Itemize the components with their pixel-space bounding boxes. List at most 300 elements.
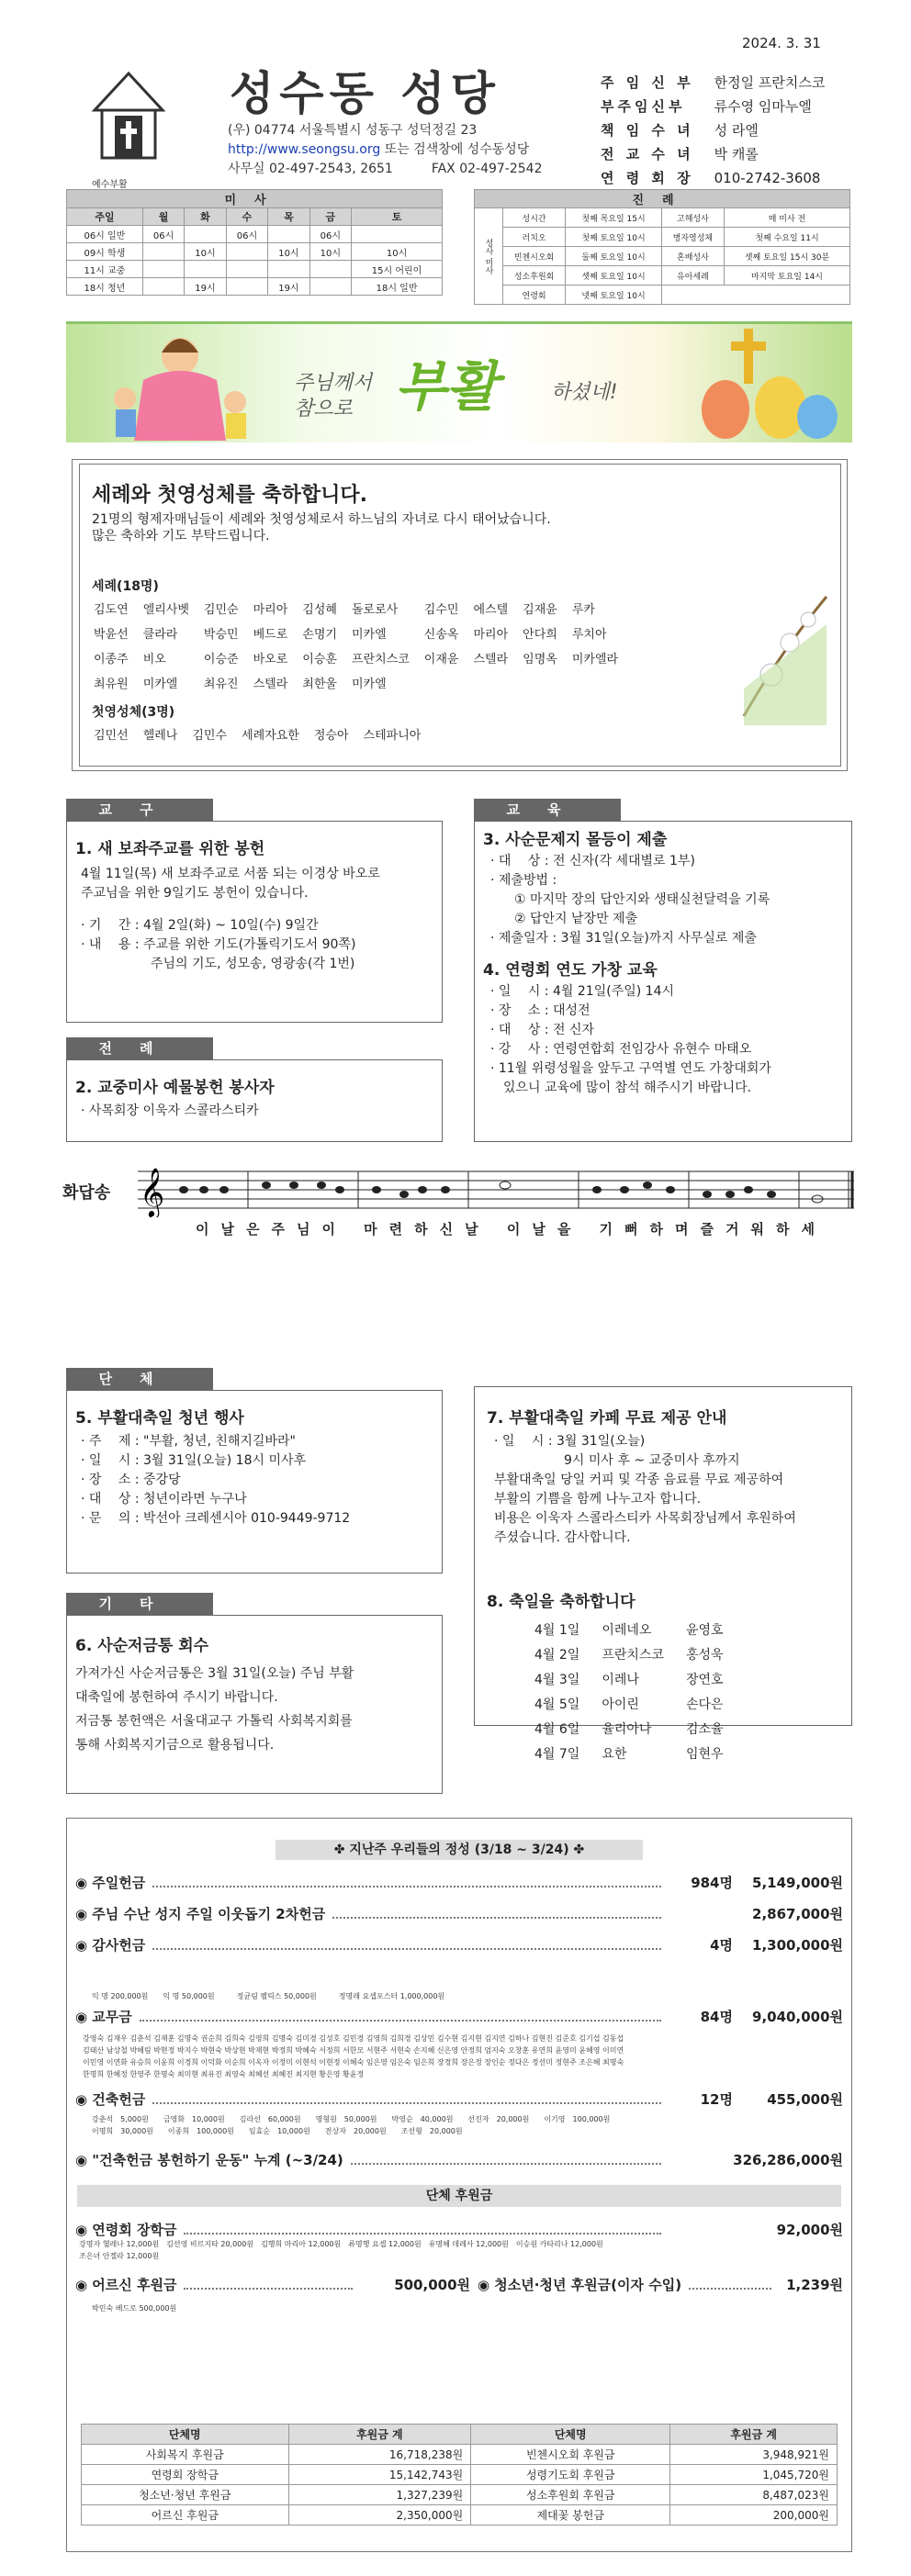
banner-text-3: 하셨네! xyxy=(551,381,618,404)
tab-gita: 기타 xyxy=(66,1593,213,1615)
mass-row xyxy=(67,226,443,243)
cafe-l1: · 일 시 : 3월 31일(오늘) xyxy=(494,1434,646,1449)
sacrament-row xyxy=(475,247,850,266)
website-link[interactable]: http://www.seongsu.org xyxy=(228,142,381,157)
offering-row xyxy=(75,2150,843,2169)
mass-day-header: 주일 xyxy=(67,208,143,226)
baptism-name: 미카엘 xyxy=(142,678,178,691)
mass-day-header: 월 xyxy=(142,208,184,226)
jeollye-line: · 사목회장 이욱자 스콜라스티카 xyxy=(81,1103,259,1118)
banner-text-1b: 참으로 xyxy=(294,398,353,420)
mass-cell xyxy=(309,278,351,296)
youth-fund-label: ◉ 청소년·청년 후원금(이자 수입) xyxy=(478,2277,682,2293)
leader-dots xyxy=(152,2095,661,2104)
address: (우) 04774 서울특별시 성동구 성덕정길 23 xyxy=(228,123,478,138)
fund-table-row xyxy=(82,2465,838,2485)
danche-l4: · 대 상 : 청년이라면 누구나 xyxy=(81,1492,247,1506)
jeollye-section xyxy=(66,1059,443,1142)
leader-dots xyxy=(184,2225,661,2234)
hwadap-label: 화답송 xyxy=(62,1183,111,1203)
page-title: 성수동 성당 xyxy=(230,67,500,120)
staff-row xyxy=(601,119,841,141)
cafe-p1: 부활대축일 당일 커피 및 각종 음료를 무료 제공하여 xyxy=(494,1473,784,1487)
gyoyuk-a2: · 제출방법 : xyxy=(490,873,557,888)
gyomu-detail xyxy=(83,2033,841,2080)
offering-label: ◉ 연령회 장학금 xyxy=(75,2222,177,2238)
staff-role: 책 임 수 녀 xyxy=(601,122,694,139)
cafe-heading: 7. 부활대축일 카페 무료 제공 안내 xyxy=(487,1409,727,1428)
baptism-name: 이승준 xyxy=(203,653,239,666)
feast-row xyxy=(534,1694,744,1717)
gamsa-detail: 익 명 200,000원 익 명 50,000원 정균림 펠릭스 50,000원 정명래 요셉포스터 1,000,000원 xyxy=(92,1992,445,2000)
feast-cell: 이레네오 xyxy=(602,1623,652,1638)
sacrament-row xyxy=(475,286,850,305)
tab-gyoyuk: 교육 xyxy=(474,799,621,821)
baptism-name: 베드로 xyxy=(253,628,288,642)
offering-label: ◉ "건축헌금 봉헌하기 운동" 누계 (~3/24) xyxy=(75,2152,343,2168)
offering-row xyxy=(75,1935,843,1954)
tab-danche: 단체 xyxy=(66,1368,213,1390)
gyogu-l1: · 기 간 : 4월 2일(화) ~ 10일(수) 9일간 xyxy=(81,918,319,933)
youth-fund-row xyxy=(478,2275,843,2294)
baptism-name: 최유진 xyxy=(203,678,239,691)
mass-cell: 06시 xyxy=(309,226,351,243)
hwadap-lyrics: 이날은주님이 마련하신날 이날을 기뻐하며즐거워하세 xyxy=(196,1221,827,1238)
fund-table-row xyxy=(82,2445,838,2465)
baptism-name: 클라라 xyxy=(142,628,178,642)
feast-cell: 손다은 xyxy=(685,1697,724,1712)
adult-detail: 박민숙 베드로 500,000원 xyxy=(92,2304,177,2313)
fund-table-header: 단체명 xyxy=(471,2425,670,2445)
baptism-name-row xyxy=(94,671,631,694)
mass-cell: 10시 xyxy=(309,243,351,261)
baptism-name: 에스텔 xyxy=(473,603,509,617)
fund-table-cell: 성령기도회 후원금 xyxy=(471,2465,670,2485)
feast-cell: 임현우 xyxy=(685,1747,724,1762)
baptism-name: 안다희 xyxy=(523,628,557,642)
cafe-l2: 9시 미사 후 ~ 교중미사 후까지 xyxy=(564,1453,740,1468)
gyomu-detail-1: 강영숙 김재우 김춘석 김재훈 김명숙 권순희 김희숙 김영희 김명숙 김미경 김성호 김민경 김영희 김희경 김상민 김수현 김지현 김지연 김하나 김현진 김준호 김기섭 김동섭 xyxy=(83,2034,624,2043)
gita-p1: 가져가신 사순저금통은 3월 31일(오늘) 주님 부활 xyxy=(75,1666,354,1681)
baptism-name xyxy=(523,671,570,694)
mass-cell: 11시 교중 xyxy=(67,261,143,278)
adult-fund-label: ◉ 어르신 후원금 xyxy=(75,2277,177,2293)
gita-body xyxy=(75,1662,438,1757)
baptism-name: 김성혜 xyxy=(302,603,337,617)
offering-count: 12명 xyxy=(700,2091,733,2108)
offering-row xyxy=(75,1873,843,1892)
mass-day-header: 토 xyxy=(352,208,443,226)
jeollye-heading: 2. 교중미사 예물봉헌 봉사자 xyxy=(75,1079,275,1097)
gyoyuk-a4: ② 답안지 낱장만 제출 xyxy=(514,912,638,926)
yeonryeong-detail-1: 강명자 헬레나 12,000원 김선영 비르지타 20,000원 김행희 마리아 12,000원 류명행 요셉 12,000원 유명혜 데레사 12,000원 이승원 카타리나 12,000원 xyxy=(79,2240,603,2248)
offering-row xyxy=(75,2220,843,2239)
baptism-name: 박윤선 xyxy=(94,628,129,642)
gyoyuk-a5: · 제출일자 : 3월 31일(오늘)까지 사무실로 제출 xyxy=(490,931,757,946)
baptism-name: 김도연 xyxy=(94,603,129,617)
sacrament-row xyxy=(475,228,850,247)
gyoyuk-heading-2: 4. 연령회 연도 가창 교육 xyxy=(483,961,658,980)
staff-name: 한정일 프란치스코 xyxy=(714,74,826,91)
leader-dots xyxy=(332,1910,661,1919)
fund-table-cell: 청소년·청년 후원금 xyxy=(82,2485,289,2505)
mass-cell xyxy=(226,261,267,278)
danche-l2: · 일 시 : 3월 31일(오늘) 18시 미사후 xyxy=(81,1453,307,1468)
feast-table xyxy=(533,1618,746,1768)
gyoyuk-heading-1: 3. 사순문제지 몰등이 제출 xyxy=(483,831,668,849)
fund-table-cell: 8,487,023원 xyxy=(670,2485,838,2505)
baptism-name-row xyxy=(94,646,631,669)
sacrament-time: 넷째 토요일 10시 xyxy=(566,286,662,305)
url-suffix: 또는 검색창에 성수동성당 xyxy=(384,142,530,157)
youth-fund-amount: 1,239원 xyxy=(786,2277,843,2293)
baptism-name: 신송옥 xyxy=(423,628,459,642)
gyoyuk-b1: · 일 시 : 4월 21일(주일) 14시 xyxy=(490,984,674,999)
baptism-name: 바오로 xyxy=(253,653,288,666)
staff-row xyxy=(601,72,841,94)
build-detail-2: 이명희 30,000원 이종희 100,000원 임효순 10,000원 전상자 20,000원 조선형 20,000원 xyxy=(92,2127,463,2135)
mass-cell: 06시 xyxy=(142,226,184,243)
staff-name: 류수영 임마누엘 xyxy=(714,98,812,115)
baptism-name: 미카엘 xyxy=(351,678,387,691)
feast-cell: 홍성욱 xyxy=(685,1648,724,1663)
fund-table-cell: 어르신 후원금 xyxy=(82,2505,289,2526)
feast-cell: 4월 3일 xyxy=(534,1673,580,1687)
gyomu-detail-4: 한명희 한혜정 한영주 한명숙 최미현 최유진 최영숙 최혜선 최혜진 최지현 황은영 황윤정 xyxy=(83,2070,365,2078)
danche-l3: · 장 소 : 중강당 xyxy=(81,1473,181,1487)
office-phone: 사무실 02-497-2543, 2651 xyxy=(228,162,393,176)
offering-amount: 326,286,000원 xyxy=(733,2152,843,2168)
fund-table-header: 후원금 계 xyxy=(288,2425,471,2445)
staff-name: 010-2742-3608 xyxy=(714,170,821,186)
baptism-name: 미카엘 xyxy=(351,628,387,642)
feast-row xyxy=(534,1644,744,1667)
fund-table-cell: 연령회 장학금 xyxy=(82,2465,289,2485)
gyoyuk-a3: ① 마지막 장의 답안지와 생태실천달력을 기록 xyxy=(514,892,770,907)
feast-row xyxy=(534,1743,744,1766)
fund-table-cell: 16,718,238원 xyxy=(288,2445,471,2465)
mass-schedule-table xyxy=(66,189,443,296)
offering-amount: 1,300,000원 xyxy=(752,1937,843,1954)
mass-table-title: 미사 xyxy=(67,190,443,208)
communion-name: 스테파니아 xyxy=(363,729,422,743)
sacrament-table-title: 진례 xyxy=(475,190,850,208)
gyogu-p2: 주교님을 위한 9일기도 봉헌이 있습니다. xyxy=(81,886,309,901)
baptism-name: 루치아 xyxy=(571,628,607,642)
feast-cell: 4월 6일 xyxy=(534,1722,580,1737)
feast-cell: 율리아나 xyxy=(602,1722,652,1737)
sacrament-name: 고해성사 xyxy=(661,208,724,228)
baptism-name: 김수민 xyxy=(423,603,459,617)
fund-table-header: 후원금 계 xyxy=(670,2425,838,2445)
mass-cell xyxy=(142,278,184,296)
feast-cell: 아이린 xyxy=(602,1697,639,1712)
cafe-body xyxy=(494,1432,796,1548)
baptism-name: 임명옥 xyxy=(523,653,557,666)
gyogu-l2: · 내 용 : 주교를 위한 기도(가톨릭기도서 90쪽) xyxy=(81,937,356,952)
baptism-name: 미카엘라 xyxy=(571,653,619,666)
flower-branch-icon xyxy=(725,588,836,725)
banner-text-1: 주님께서 xyxy=(294,372,373,395)
feast-heading: 8. 축일을 축하합니다 xyxy=(487,1593,635,1611)
gita-p3: 저금통 봉헌액은 서울대교구 가톨릭 사회복지회를 xyxy=(75,1714,353,1729)
offering-row xyxy=(75,1904,843,1923)
feast-cell: 장연호 xyxy=(685,1673,724,1687)
baptism-label: 세례(18명) xyxy=(92,579,159,594)
fund-table-cell: 사회복지 후원금 xyxy=(82,2445,289,2465)
sacrament-time: 둘째 토요일 10시 xyxy=(566,247,662,266)
cafe-p2: 부활의 기쁨을 함께 나누고자 합니다. xyxy=(494,1492,702,1506)
leader-dots xyxy=(152,1941,661,1950)
fund-table-row xyxy=(82,2485,838,2505)
fund-table-cell: 200,000원 xyxy=(670,2505,838,2526)
yeonryeong-detail xyxy=(79,2238,603,2262)
mass-day-header: 목 xyxy=(268,208,309,226)
baptism-name: 박승민 xyxy=(203,628,239,642)
baptism-desc-line-1: 21명의 형제자매님들이 세례와 첫영성체로서 하느님의 자녀로 다시 태어났습니다. xyxy=(92,512,551,527)
offering-amount: 2,867,000원 xyxy=(752,1906,843,1922)
baptism-name: 마리아 xyxy=(253,603,288,617)
mass-cell xyxy=(268,261,309,278)
communion-label: 첫영성체(3명) xyxy=(92,705,175,720)
feast-cell: 요한 xyxy=(602,1747,627,1762)
sacrament-group-label: 성사 미사 xyxy=(475,208,503,305)
baptism-description xyxy=(92,511,551,544)
sacrament-time: 첫째 목요일 15시 xyxy=(566,208,662,228)
leader-dots xyxy=(351,2156,661,2165)
leader-dots xyxy=(152,1878,661,1887)
yeonryeong-detail-2: 조은녀 안젤라 12,000원 xyxy=(79,2252,160,2260)
gyomu-detail-2: 김태산 남상철 박혜림 박현정 박지수 박현숙 박상현 박재현 박정희 박혜숙 서정희 서한모 서현주 서현숙 손지혜 신은영 안정희 엄지숙 오창훈 유연희 윤영미 윤혜영 이미연 xyxy=(83,2046,624,2055)
church-logo-icon xyxy=(87,68,170,176)
sacrament-name: 병자영성체 xyxy=(661,228,724,247)
adult-fund-amount: 500,000원 xyxy=(394,2277,470,2293)
fund-table-cell: 15,142,743원 xyxy=(288,2465,471,2485)
mass-cell xyxy=(142,243,184,261)
feast-row xyxy=(534,1669,744,1692)
gita-p2: 대축일에 봉헌하여 주시기 바랍니다. xyxy=(75,1690,278,1705)
staff-list xyxy=(599,70,843,191)
sacrament-time: 셋째 토요일 15시 30분 xyxy=(725,247,850,266)
baptism-name: 마리아 xyxy=(473,628,509,642)
offering-amount: 92,000원 xyxy=(776,2222,843,2238)
feast-cell: 이레나 xyxy=(602,1673,639,1687)
mass-cell xyxy=(226,243,267,261)
music-score-icon xyxy=(138,1166,891,1217)
baptism-name: 돌로로사 xyxy=(351,603,399,617)
mass-row xyxy=(67,261,443,278)
mass-cell xyxy=(185,261,226,278)
svg-text:𝄞: 𝄞 xyxy=(140,1167,165,1216)
offering-label: ◉ 주일헌금 xyxy=(75,1875,146,1891)
sacrament-name: 연령회 xyxy=(503,286,566,305)
banner-text-2: 부활 xyxy=(395,355,499,418)
danche-body xyxy=(81,1432,350,1529)
leader-dots xyxy=(140,2012,661,2022)
offering-amount: 5,149,000원 xyxy=(752,1875,843,1891)
sacrament-empty xyxy=(661,286,849,305)
offering-label: ◉ 감사헌금 xyxy=(75,1937,146,1954)
offering-amount: 9,040,000원 xyxy=(752,2009,843,2025)
baptism-name: 최한울 xyxy=(302,678,337,691)
mass-cell: 19시 xyxy=(268,278,309,296)
baptism-name: 이승훈 xyxy=(302,653,337,666)
fund-table-header: 단체명 xyxy=(82,2425,289,2445)
offering-label: ◉ 건축헌금 xyxy=(75,2091,146,2108)
fund-table-cell: 빈첸시오회 후원금 xyxy=(471,2445,670,2465)
fund-table-cell: 제대꽃 봉헌금 xyxy=(471,2505,670,2526)
offering-row xyxy=(75,2007,843,2026)
tab-jeollye: 전례 xyxy=(66,1037,213,1059)
fund-summary-table xyxy=(81,2424,838,2526)
gyoyuk-body-2 xyxy=(490,982,771,1098)
baptism-name: 이재윤 xyxy=(423,653,459,666)
baptism-heading: 세례와 첫영성체를 축하합니다. xyxy=(92,484,367,507)
staff-name: 성 라엘 xyxy=(714,122,759,139)
baptism-desc-line-2: 많은 축하와 기도 부탁드립니다. xyxy=(92,529,270,543)
sacrament-time: 첫째 토요일 10시 xyxy=(566,228,662,247)
mass-cell: 10시 xyxy=(268,243,309,261)
mass-cell: 18시 일반 xyxy=(352,278,443,296)
logo-caption: 예수부활 xyxy=(92,180,128,190)
sacrament-name: 빈첸시오회 xyxy=(503,247,566,266)
communion-name: 김민선 xyxy=(94,729,129,743)
baptism-name-row xyxy=(94,597,631,620)
mass-cell: 09시 학생 xyxy=(67,243,143,261)
fax-number: FAX 02-497-2542 xyxy=(431,162,543,176)
gyogu-l3: 주님의 기도, 성모송, 영광송(각 1번) xyxy=(151,957,355,971)
mass-cell: 10시 xyxy=(185,243,226,261)
fund-table-cell: 2,350,000원 xyxy=(288,2505,471,2526)
mass-cell: 15시 어린이 xyxy=(352,261,443,278)
feast-cell: 김소율 xyxy=(685,1722,724,1737)
staff-row xyxy=(601,167,841,189)
sacrament-time: 매 미사 전 xyxy=(725,208,850,228)
feast-cell: 프란치스코 xyxy=(602,1648,664,1663)
mass-row xyxy=(67,278,443,296)
danche-l5: · 문 의 : 박선아 크레센시아 010-9449-9712 xyxy=(81,1511,351,1526)
offering-count: 4명 xyxy=(710,1937,733,1954)
sacrament-time: 첫째 수요일 11시 xyxy=(725,228,850,247)
sacrament-name: 성시간 xyxy=(503,208,566,228)
offering-row xyxy=(75,2089,843,2109)
report-title: ✤ 지난주 우리들의 정성 (3/18 ~ 3/24) ✤ xyxy=(276,1840,643,1860)
mass-day-header: 화 xyxy=(185,208,226,226)
gyogu-body xyxy=(81,865,439,974)
staff-role: 전 교 수 녀 xyxy=(601,146,694,162)
gyomu-detail-3: 이민영 이연화 유승희 이윤희 이경희 이덕화 이순희 이옥자 이정미 이현석 이현정 이혜숙 임은영 임은숙 임은희 장경희 장은정 장인순 정다은 정선미 정현주 조은혜 최명숙 xyxy=(83,2058,624,2066)
communion-name: 세례자요한 xyxy=(242,729,299,743)
baptism-name: 비오 xyxy=(142,653,166,666)
gyoyuk-b4: · 강 사 : 연령연합회 전임강사 유현수 마태오 xyxy=(490,1042,752,1057)
sacrament-time: 셋째 토요일 10시 xyxy=(566,266,662,286)
adult-fund-row xyxy=(75,2275,470,2294)
feast-cell: 4월 7일 xyxy=(534,1747,580,1762)
sacrament-name: 성소후원회 xyxy=(503,266,566,286)
feast-row xyxy=(534,1719,744,1742)
baptism-name: 이종주 xyxy=(94,653,129,666)
fund-table-cell: 1,327,239원 xyxy=(288,2485,471,2505)
mass-day-header: 금 xyxy=(309,208,351,226)
gyoyuk-body-1 xyxy=(490,852,770,948)
staff-role: 주 임 신 부 xyxy=(601,74,694,91)
staff-name: 박 캐롤 xyxy=(714,146,759,162)
fund-table-cell: 성소후원회 후원금 xyxy=(471,2485,670,2505)
gyoyuk-b2: · 장 소 : 대성전 xyxy=(490,1003,590,1018)
baptism-name: 최유원 xyxy=(94,678,129,691)
baptism-name: 김민순 xyxy=(203,603,239,617)
baptism-name: 스텔라 xyxy=(473,653,509,666)
offering-label: ◉ 교무금 xyxy=(75,2009,132,2025)
staff-role: 연 령 회 장 xyxy=(601,170,694,186)
communion-name-row xyxy=(94,722,433,745)
address-block xyxy=(228,121,542,179)
baptism-name: 스텔라 xyxy=(253,678,288,691)
sacrament-name: 혼배성사 xyxy=(661,247,724,266)
mass-cell xyxy=(142,261,184,278)
staff-row xyxy=(601,143,841,165)
fund-table-row xyxy=(82,2505,838,2526)
fund-table-cell: 1,045,720원 xyxy=(670,2465,838,2485)
sacrament-name: 유아세례 xyxy=(661,266,724,286)
offering-amount: 455,000원 xyxy=(767,2091,843,2108)
baptism-name xyxy=(424,671,472,694)
communion-names-table xyxy=(92,721,435,747)
jesus-children-illustration-icon xyxy=(88,325,272,441)
feast-cell: 4월 1일 xyxy=(534,1623,580,1638)
gyogu-p1: 4월 11일(목) 새 보좌주교로 서품 되는 이경상 바오로 xyxy=(81,867,380,881)
tab-gyogu: 교구 xyxy=(66,799,213,821)
sacrament-schedule-table xyxy=(474,189,850,305)
mass-cell: 10시 xyxy=(352,243,443,261)
unit-fund-title: 단체 후원금 xyxy=(77,2185,841,2207)
baptism-name: 손명기 xyxy=(302,628,337,642)
gyoyuk-b6: 있으니 교육에 많이 참석 해주시기 바랍니다. xyxy=(503,1081,752,1095)
sacrament-row xyxy=(475,208,850,228)
build-detail-1: 강춘석 5,000원 금영화 10,000원 김라선 60,000원 명형원 50,000원 박영순 40,000원 선진자 20,000원 이기영 100,000원 xyxy=(92,2115,611,2123)
build-detail xyxy=(92,2113,610,2137)
feast-row xyxy=(534,1619,744,1642)
gita-p4: 통해 사회복지기금으로 활용됩니다. xyxy=(75,1738,275,1753)
mass-cell: 18시 청년 xyxy=(67,278,143,296)
cafe-p4: 주셨습니다. 감사합니다. xyxy=(494,1530,631,1545)
gita-heading: 6. 사순저금통 회수 xyxy=(75,1637,209,1655)
offering-label: ◉ 주님 수난 성지 주일 이웃돕기 2차헌금 xyxy=(75,1906,326,1922)
baptism-name-row xyxy=(94,622,631,644)
mass-cell xyxy=(309,261,351,278)
offering-count: 984명 xyxy=(691,1875,733,1891)
baptism-name: 프란치스코 xyxy=(351,653,410,666)
mass-cell xyxy=(268,226,309,243)
staff-row xyxy=(601,95,841,118)
issue-date: 2024. 3. 31 xyxy=(742,35,821,51)
gyogu-heading: 1. 새 보좌주교를 위한 봉헌 xyxy=(75,840,265,858)
mass-cell: 19시 xyxy=(185,278,226,296)
cafe-p3: 비용은 이욱자 스콜라스티카 사목회장님께서 후원하여 xyxy=(494,1511,796,1526)
sacrament-name: 러치오 xyxy=(503,228,566,247)
danche-heading: 5. 부활대축일 청년 행사 xyxy=(75,1409,244,1428)
gyoyuk-a1: · 대 상 : 전 신자(각 세대별로 1부) xyxy=(490,854,695,868)
fund-table-cell: 3,948,921원 xyxy=(670,2445,838,2465)
mass-cell xyxy=(185,226,226,243)
feast-cell: 4월 5일 xyxy=(534,1697,580,1712)
gyoyuk-b3: · 대 상 : 전 신자 xyxy=(490,1023,595,1037)
mass-cell xyxy=(352,226,443,243)
mass-cell: 06시 xyxy=(226,226,267,243)
mass-day-header: 수 xyxy=(226,208,267,226)
mass-cell xyxy=(226,278,267,296)
danche-l1: · 주 제 : "부활, 청년, 친해지길바라" xyxy=(81,1434,296,1449)
